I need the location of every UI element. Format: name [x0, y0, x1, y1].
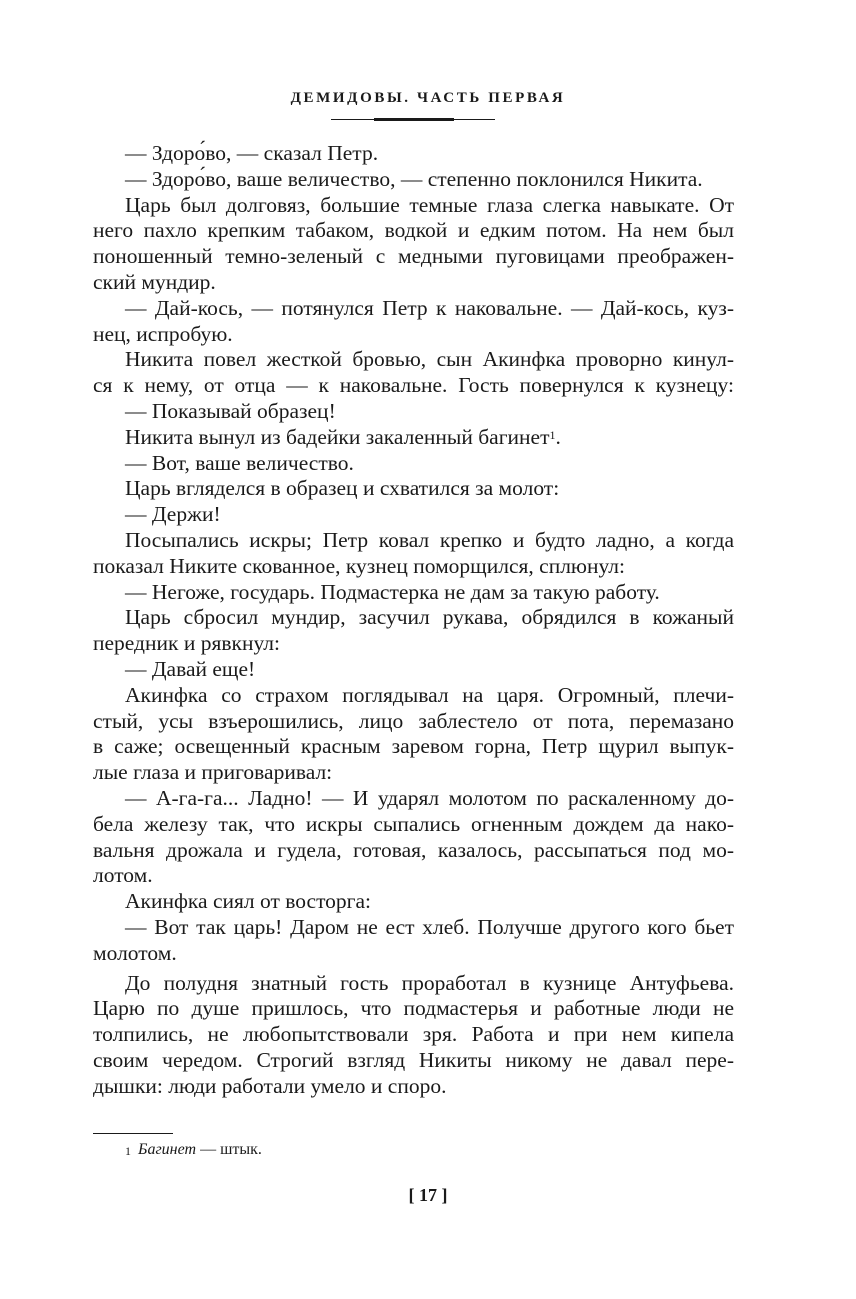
text-line: — Вот так царь! Даром не ест хлеб. Получше другого кого бьет [125, 914, 734, 939]
page-number: [ 17 ] [408, 1185, 448, 1205]
text-line: — Здоро́во, — сказал Петр. [125, 141, 379, 165]
text-line: — Показывай образец! [125, 398, 336, 423]
running-header-title: ДЕМИДОВЫ. ЧАСТЬ ПЕРВАЯ [290, 90, 566, 106]
sentence-end: . [555, 424, 561, 449]
text-line: лотом. [93, 863, 153, 888]
text-line: Царь сбросил мундир, засучил рукава, обрядился в кожаный [125, 605, 734, 630]
text-line: — Давай еще! [125, 656, 256, 681]
text-line: Посыпались искры; Петр ковал крепко и будто ладно, а когда [125, 527, 734, 552]
text-line-with-footnote [93, 425, 734, 451]
header-rule [331, 119, 495, 120]
text-line: ский мундир. [93, 269, 216, 294]
text-line: — Вот, ваше величество. [125, 450, 354, 475]
text-line: Царю по душе пришлось, что подмастерья и работные люди не [93, 996, 734, 1021]
text-line: бела железу так, что искры сыпались огненным дождем да нако- [93, 811, 734, 836]
text-line: лые глаза и приговаривал: [93, 760, 333, 785]
text-line: Никита вынул из бадейки закаленный багинет [125, 424, 550, 449]
body-text [93, 141, 734, 1099]
text-line: нец, испробую. [93, 321, 233, 346]
footnote-term: Багинет [138, 1141, 197, 1158]
text-line: толпились, не любопытствовали зря. Работа и при нем кипела [93, 1022, 734, 1047]
text-line: — Негоже, государь. Подмастерка не дам за такую работу. [125, 579, 660, 604]
header-rule-thick [374, 118, 454, 121]
text-line: — Здоро́во, ваше величество, — степенно поклонился Никита. [125, 166, 703, 191]
footnote-marker[interactable]: 1 [549, 427, 556, 442]
footnote [125, 1139, 262, 1161]
text-line: поношенный темно-зеленый с медными пуговицами преображен- [93, 244, 734, 269]
text-line: До полудня знатный гость проработал в кузнице Антуфьева. [125, 970, 734, 995]
text-line: вальня дрожала и гудела, готовая, казалось, рассыпаться под мо- [93, 837, 734, 862]
text-line: Царь вгляделся в образец и схватился за молот: [125, 476, 560, 501]
text-line: своим чередом. Строгий взгляд Никиты никому не давал пере- [93, 1047, 734, 1072]
text-line: в саже; освещенный красным заревом горна, Петр щурил выпук- [93, 734, 734, 759]
footnote-rule [93, 1133, 173, 1134]
footnote-number: 1 [125, 1144, 131, 1158]
running-header [0, 88, 856, 108]
text-line: показал Никите скованное, кузнец поморщился, сплюнул: [93, 553, 626, 578]
text-line: передник и рявкнул: [93, 631, 280, 656]
text-line: стый, усы взъерошились, лицо заблестело от пота, перемазано [93, 708, 734, 733]
text-line: молотом. [93, 940, 177, 965]
text-line: — А-га-га... Ладно! — И ударял молотом по раскаленному до- [125, 785, 734, 810]
text-line: него пахло крепким табаком, водкой и едким потом. На нем был [93, 218, 734, 243]
text-line: — Держи! [125, 502, 221, 527]
footnote-text: — штык. [196, 1141, 262, 1158]
text-line: — Дай-кось, — потянулся Петр к наковальне. — Дай-кось, куз- [125, 295, 734, 320]
text-line: Царь был долговяз, большие темные глаза слегка навыкате. От [125, 192, 734, 217]
text-line: Акинфка сиял от восторга: [125, 889, 372, 914]
text-line: Никита повел жесткой бровью, сын Акинфка проворно кинул- [125, 347, 734, 372]
text-line: ся к нему, от отца — к наковальне. Гость повернулся к кузнецу: [93, 373, 734, 398]
text-line: Акинфка со страхом поглядывал на царя. Огромный, плечи- [125, 682, 734, 707]
text-line: дышки: люди работали умело и споро. [93, 1073, 447, 1098]
